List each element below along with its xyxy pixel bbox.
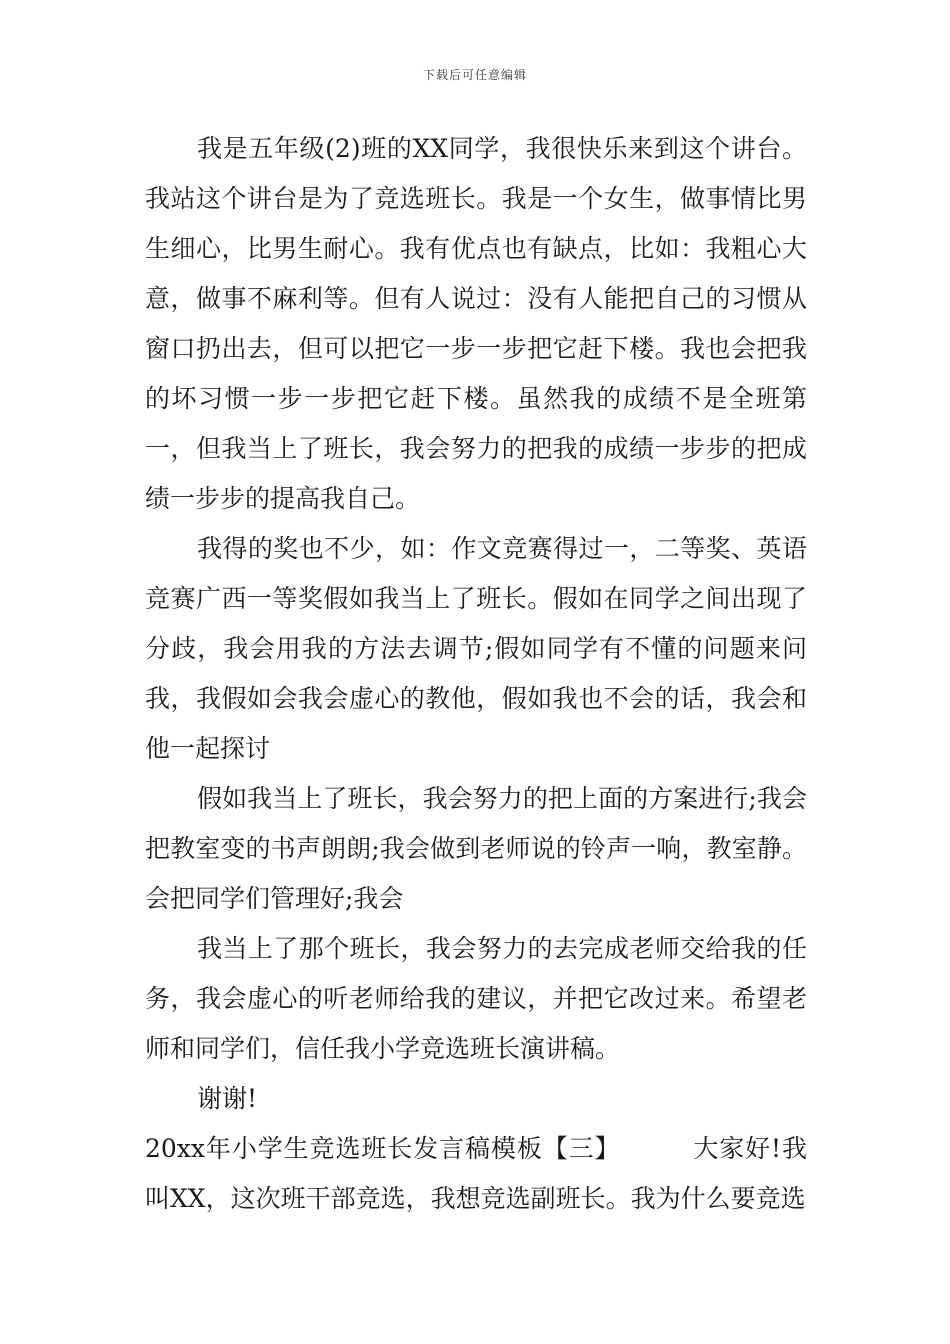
section-paragraph [145, 1124, 807, 1224]
document-body [145, 124, 807, 1224]
paragraph: 我当上了那个班长，我会努力的去完成老师交给我的任务，我会虚心的听老师给我的建议，并把它改过来。希望老师和同学们，信任我小学竞选班长演讲稿。 [145, 934, 807, 1063]
section-title: 20xx年小学生竞选班长发言稿模板【三】 [145, 1134, 621, 1163]
paragraph: 谢谢! [197, 1084, 258, 1113]
paragraph: 假如我当上了班长，我会努力的把上面的方案进行;我会把教室变的书声朗朗;我会做到老师说的铃声一响，教室静。会把同学们管理好;我会 [145, 784, 807, 913]
section-text: 大家好!我叫XX，这次班干部竞选，我想竞选副班长。我为什么要竞选 [145, 1134, 807, 1213]
paragraph: 我得的奖也不少，如：作文竞赛得过一，二等奖、英语竞赛广西一等奖假如我当上了班长。假如在同学之间出现了分歧，我会用我的方法去调节;假如同学有不懂的问题来问我，我假如会我会虚心的教他，假如我也不会的话，我会和他一起探讨 [145, 534, 807, 763]
paragraph: 我是五年级(2)班的XX同学，我很快乐来到这个讲台。我站这个讲台是为了竞选班长。我是一个女生，做事情比男生细心，比男生耐心。我有优点也有缺点，比如：我粗心大意，做事不麻利等。但有人说过：没有人能把自己的习惯从窗口扔出去，但可以把它一步一步把它赶下楼。我也会把我的坏习惯一步一步把它赶下楼。虽然我的成绩不是全班第一，但我当上了班长，我会努力的把我的成绩一步步的把成绩一步步的提高我自己。 [145, 134, 807, 513]
page-header-note: 下载后可任意编辑 [422, 68, 527, 82]
